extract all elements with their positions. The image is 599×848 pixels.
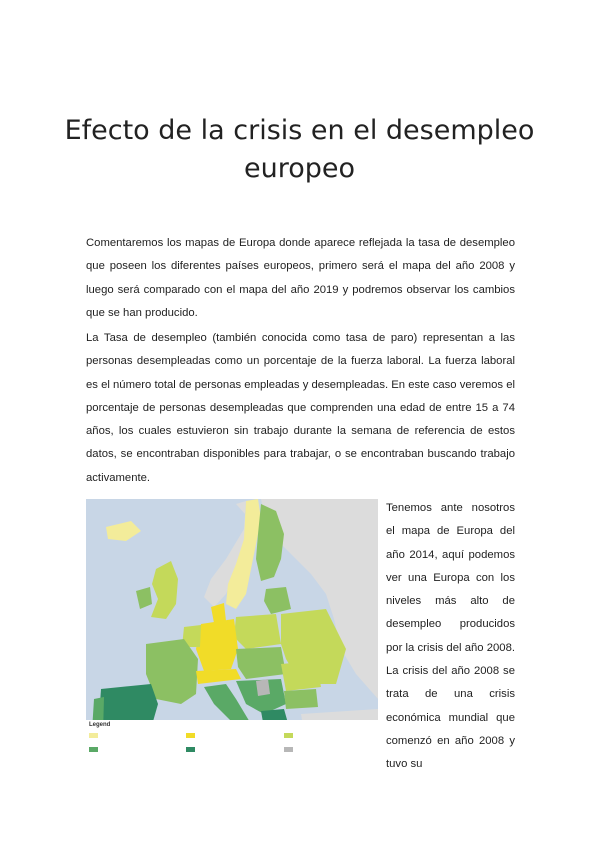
legend-swatch-light-green <box>284 733 293 738</box>
romania-region <box>281 661 321 691</box>
legend-swatch-green <box>89 747 98 752</box>
legend-swatch-dark-green <box>186 747 195 752</box>
map-legend <box>86 720 378 768</box>
serbia-region <box>256 679 270 696</box>
legend-swatch-yellow <box>186 733 195 738</box>
legend-swatch-not-available <box>284 747 293 752</box>
paragraph-definition: La Tasa de desempleo (también conocida como tasa de paro) representan a las personas desempleadas como un porcentaje de la fuerza laboral. La fuerza laboral es el número total de personas empleadas y desempleadas. En este caso veremos el porcentaje de personas desempleadas que comprenden una edad de entre 15 a 74 años, los cuales estuvieron sin trabajo durante la semana de referencia de estos datos, se encontraban disponibles para trabajar, o se encontraban buscando trabajo activamente. <box>86 332 515 484</box>
legend-swatch-light-yellow <box>89 733 98 738</box>
central-europe-region <box>236 647 286 679</box>
side-paragraph: Tenemos ante nosotros el mapa de Europa del año 2014, aquí podemos ver una Europa con los niveles más alto de desempleo producidos por la crisis del año 2008. La crisis del año 2008 se trata de una crisis económica mundial que comenzó en año 2008 y tuvo su <box>386 502 515 771</box>
page-title: Efecto de la crisis en el desempleo europeo <box>64 115 535 184</box>
legend-title: Legend <box>89 722 111 728</box>
bulgaria-region <box>284 689 318 709</box>
germany-region <box>196 619 238 671</box>
poland-region <box>234 614 281 649</box>
paragraph-intro: Comentaremos los mapas de Europa donde aparece reflejada la tasa de desempleo que poseen los diferentes países europeos, primero será el mapa del año 2008 y luego será comparado con el mapa del año 2019 y podremos observar los cambios que se han producido. <box>86 237 515 319</box>
